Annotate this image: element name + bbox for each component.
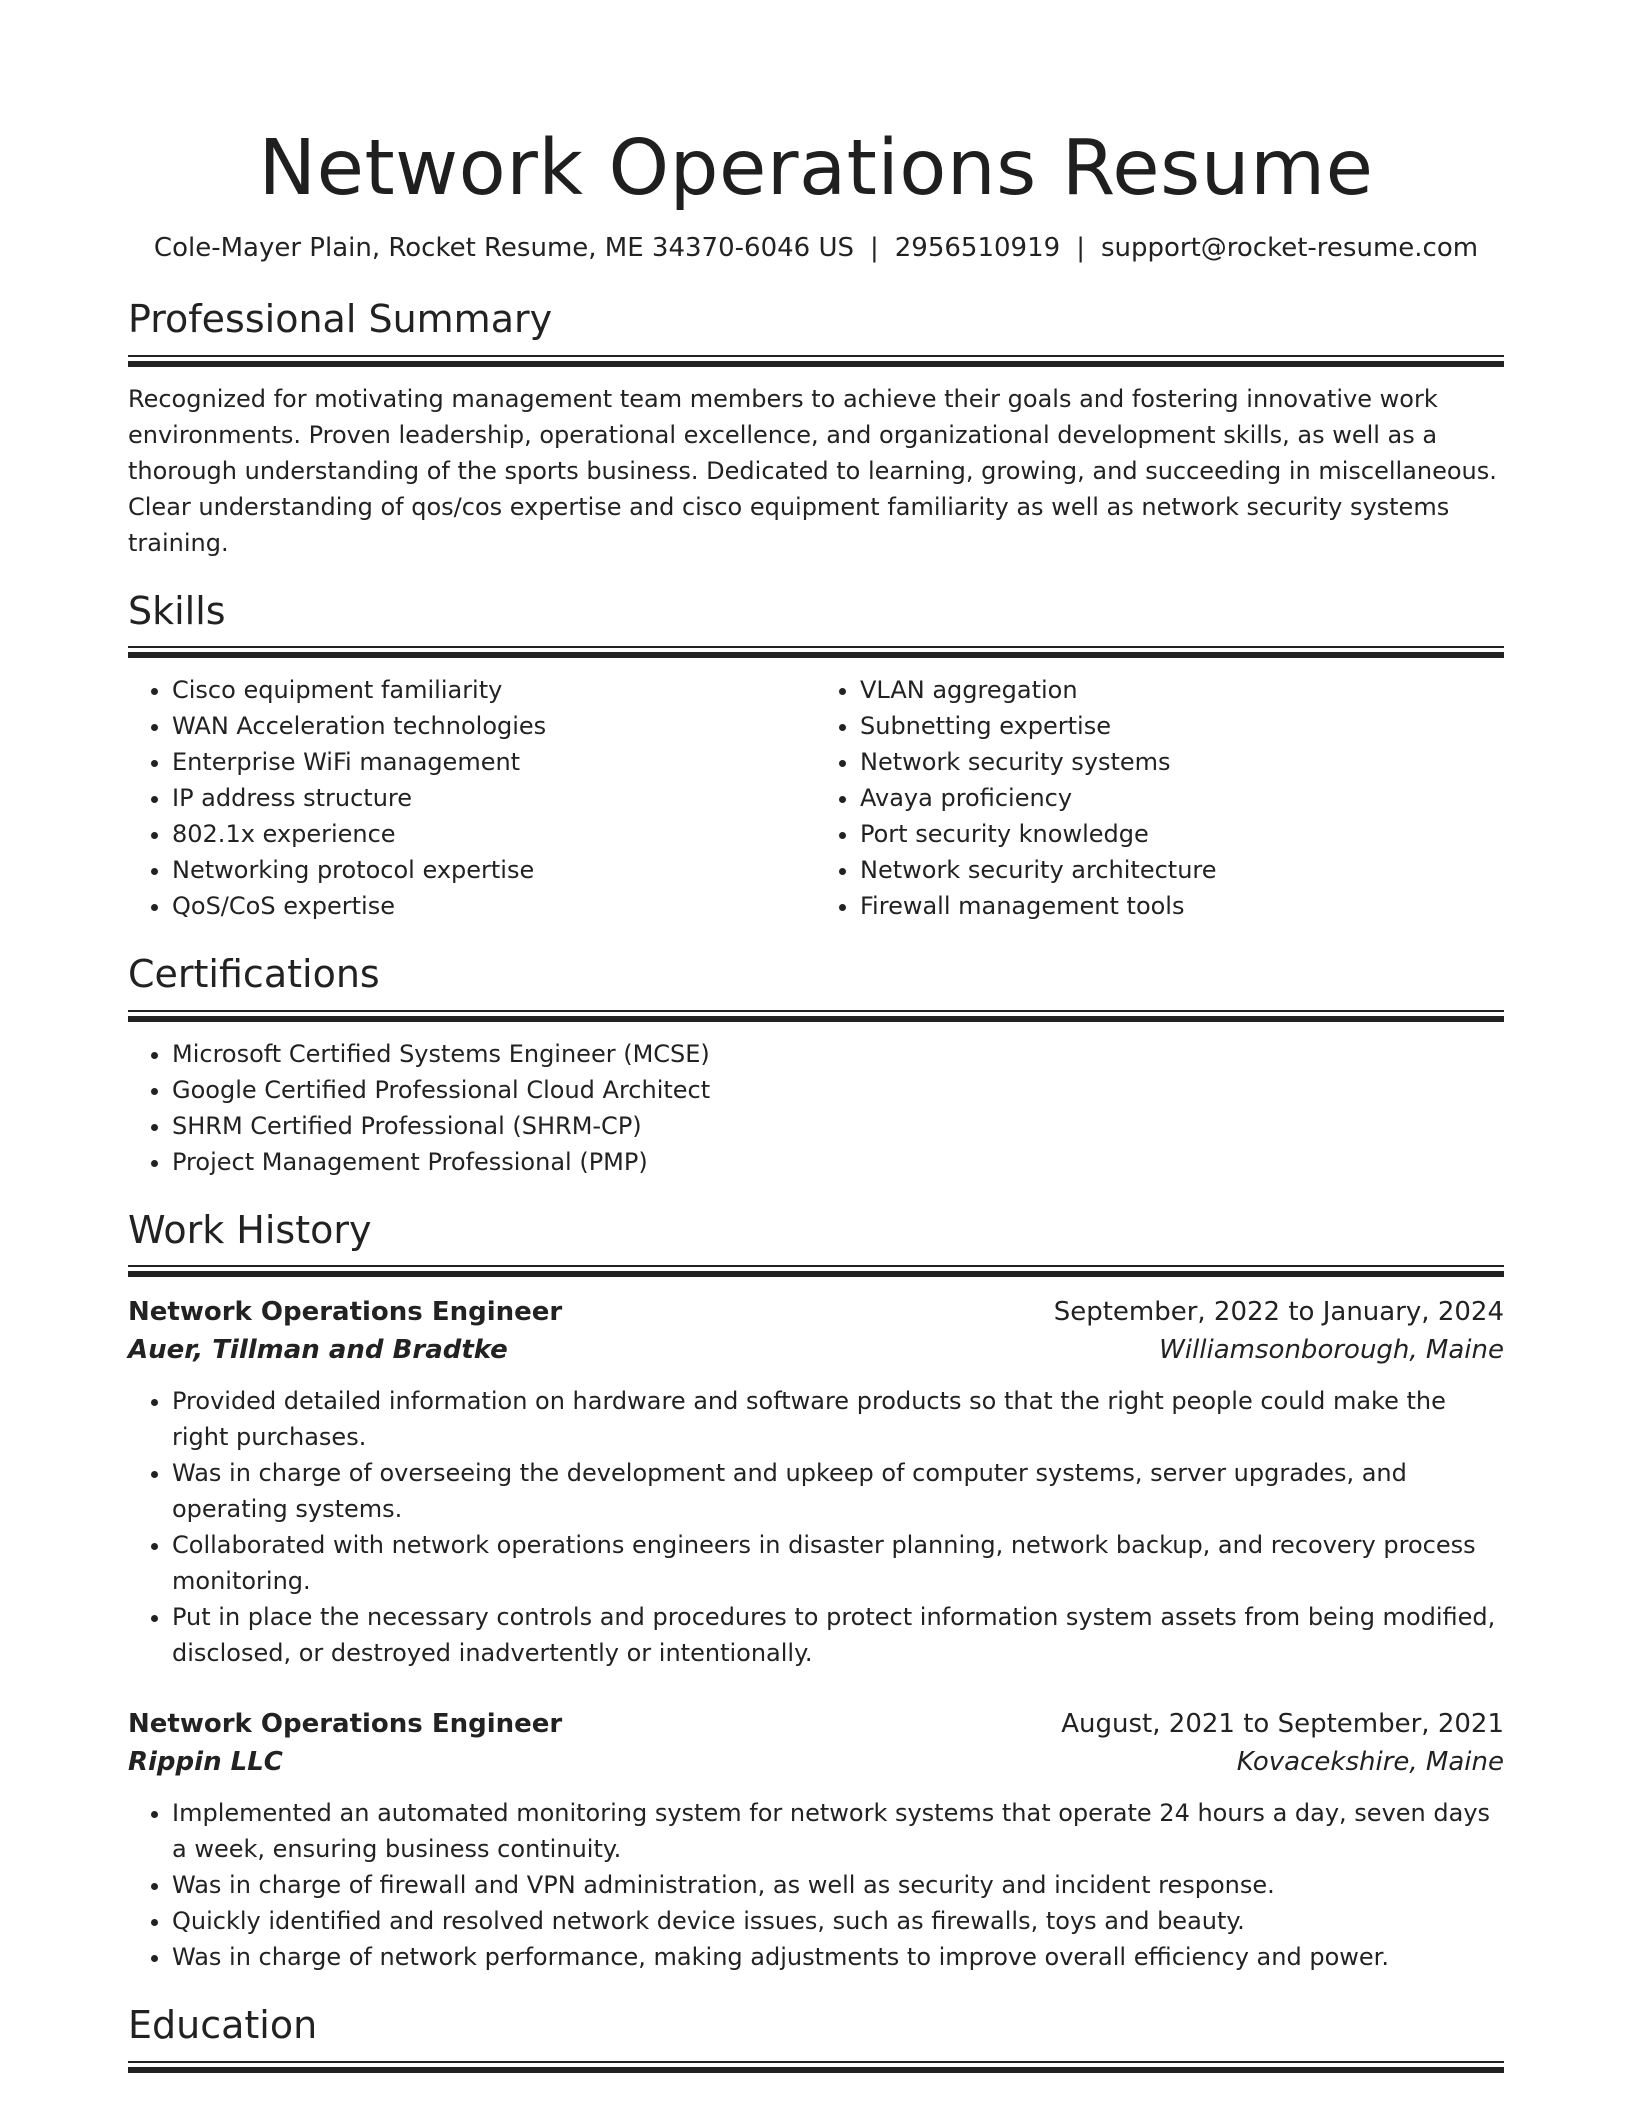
job-subheader — [128, 1743, 1504, 1781]
job-entry — [128, 1293, 1504, 1671]
summary-section — [128, 297, 1504, 561]
job-company: Rippin LLC — [128, 1747, 283, 1778]
work-heading: Work History — [128, 1207, 372, 1252]
job-bullet: • Was in charge of firewall and VPN administration, as well as security and incident response. — [172, 1867, 1504, 1903]
skills-grid — [128, 672, 1504, 924]
job-header — [128, 1293, 1504, 1331]
job-subheader — [128, 1331, 1504, 1369]
skill-item: • WAN Acceleration technologies — [172, 708, 816, 744]
job-header — [128, 1705, 1504, 1743]
certification-item: • Google Certified Professional Cloud Architect — [172, 1072, 1504, 1108]
contact-separator: | — [1076, 233, 1085, 263]
summary-text: Recognized for motivating management team members to achieve their goals and fostering innovative work environments. Proven leadership, operational excellence, and organizational development skills, as well as a thorough understanding of the sports business. Dedicated to learning, growing, and succeeding in miscellaneous. Clear understanding of qos/cos expertise and cisco equipment familiarity as well as network security systems training. — [128, 384, 1497, 557]
contact-email: support@rocket-resume.com — [1100, 233, 1479, 263]
certification-item: • Project Management Professional (PMP) — [172, 1144, 1504, 1180]
education-heading: Education — [128, 2003, 318, 2048]
skill-item: • Networking protocol expertise — [172, 852, 816, 888]
skill-item: • Subnetting expertise — [860, 708, 1504, 744]
education-section — [128, 2003, 1504, 2073]
job-entry — [128, 1705, 1504, 1975]
job-bullet: • Was in charge of overseeing the development and upkeep of computer systems, server upgrades, and operating systems. — [172, 1455, 1504, 1527]
skills-section — [128, 589, 1504, 925]
skill-item: • Firewall management tools — [860, 888, 1504, 924]
job-title: Network Operations Engineer — [128, 1709, 563, 1740]
skill-item: • Cisco equipment familiarity — [172, 672, 816, 708]
job-location: Williamsonborough, Maine — [1159, 1335, 1504, 1366]
contact-separator: | — [870, 233, 879, 263]
skill-item: • VLAN aggregation — [860, 672, 1504, 708]
contact-phone: 2956510919 — [894, 233, 1061, 263]
job-bullet: • Quickly identified and resolved network device issues, such as firewalls, toys and beauty. — [172, 1903, 1504, 1939]
job-location: Kovacekshire, Maine — [1236, 1747, 1504, 1778]
contact-line — [128, 233, 1504, 263]
skills-right-list — [816, 672, 1504, 924]
certifications-list — [128, 1036, 1504, 1180]
job-dates: September, 2022 to January, 2024 — [1053, 1297, 1504, 1328]
certifications-section — [128, 952, 1504, 1180]
work-section — [128, 1208, 1504, 1976]
section-divider — [128, 1265, 1504, 1277]
certifications-heading: Certifications — [128, 952, 380, 997]
job-bullet: • Provided detailed information on hardware and software products so that the right people could make the right purchases. — [172, 1383, 1504, 1455]
section-divider — [128, 646, 1504, 658]
contact-address: Cole-Mayer Plain, Rocket Resume, ME 34370-6046 US — [153, 233, 854, 263]
section-divider — [128, 2061, 1504, 2073]
job-bullets — [128, 1795, 1504, 1975]
summary-heading: Professional Summary — [128, 297, 553, 341]
job-bullet: • Was in charge of network performance, making adjustments to improve overall efficiency and power. — [172, 1939, 1504, 1975]
resume-page — [128, 0, 1504, 2073]
skill-item: • 802.1x experience — [172, 816, 816, 852]
certification-item: • SHRM Certified Professional (SHRM-CP) — [172, 1108, 1504, 1144]
skills-left-list — [128, 672, 816, 924]
section-divider — [128, 355, 1504, 367]
skill-item: • Port security knowledge — [860, 816, 1504, 852]
certification-item: • Microsoft Certified Systems Engineer (MCSE) — [172, 1036, 1504, 1072]
skill-item: • Network security systems — [860, 744, 1504, 780]
job-dates: August, 2021 to September, 2021 — [1061, 1709, 1504, 1740]
job-bullet: • Implemented an automated monitoring system for network systems that operate 24 hours a day, seven days a week, ensuring business continuity. — [172, 1795, 1504, 1867]
resume-title: Network Operations Resume — [258, 124, 1374, 213]
job-company: Auer, Tillman and Bradtke — [128, 1335, 508, 1366]
job-bullets — [128, 1383, 1504, 1671]
skill-item: • IP address structure — [172, 780, 816, 816]
skills-heading: Skills — [128, 588, 226, 633]
skill-item: • Enterprise WiFi management — [172, 744, 816, 780]
skill-item: • Avaya proficiency — [860, 780, 1504, 816]
skill-item: • Network security architecture — [860, 852, 1504, 888]
job-bullet: • Put in place the necessary controls and procedures to protect information system assets from being modified, disclosed, or destroyed inadvertently or intentionally. — [172, 1599, 1504, 1671]
section-divider — [128, 1010, 1504, 1022]
job-bullet: • Collaborated with network operations engineers in disaster planning, network backup, and recovery process monitoring. — [172, 1527, 1504, 1599]
skill-item: • QoS/CoS expertise — [172, 888, 816, 924]
job-title: Network Operations Engineer — [128, 1297, 563, 1328]
